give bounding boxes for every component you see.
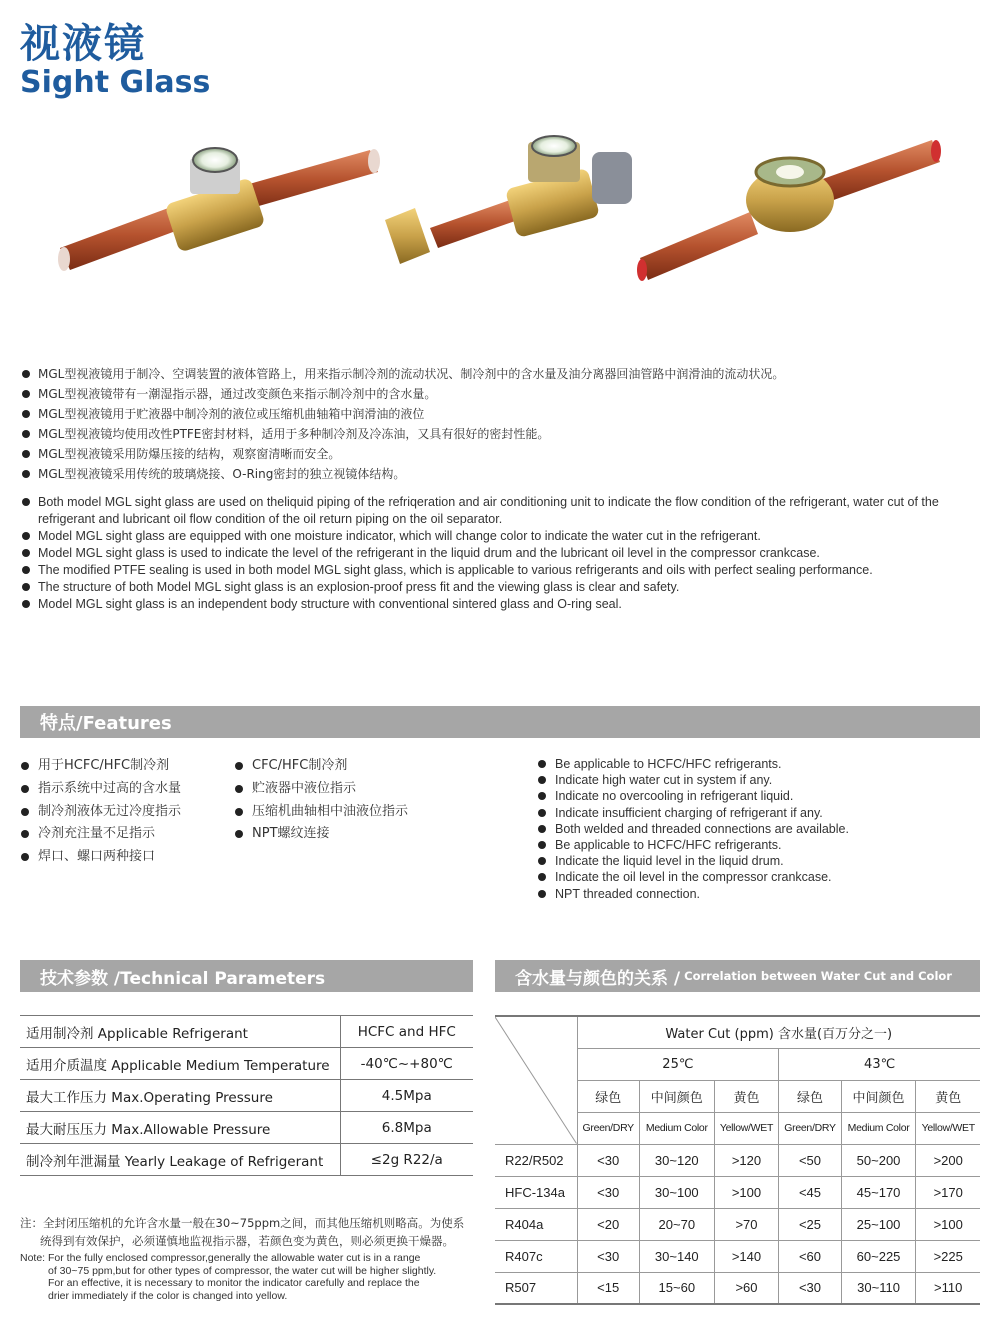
list-item: 压缩机曲轴相中油液位指示 [234, 801, 408, 824]
color-en: Medium Color [639, 1112, 714, 1144]
list-item: NPT threaded connection. [537, 886, 849, 902]
note-en-line: drier immediately if the color is changed into yellow. [48, 1289, 288, 1302]
list-item: Be applicable to HCFC/HFC refrigerants. [537, 756, 849, 772]
diagonal-line [495, 1017, 577, 1144]
list-item: Both model MGL sight glass are used on theliquid piping of the refriqeration and air conditioning unit to indicate the flow condition of the refrigerant, water cut of the refrigerant and lubricant oil flow condition of the oil return piping on the oil separator. [20, 494, 995, 528]
list-item: Indicate insufficient charging of refrigerant if any. [537, 805, 849, 821]
color-cn: 黄色 [714, 1080, 779, 1112]
table-cell: <20 [577, 1208, 639, 1240]
description-cn-list [20, 364, 980, 484]
table-cell: 30~120 [639, 1144, 714, 1176]
note-cn [20, 1214, 480, 1250]
color-cn: 黄色 [916, 1080, 980, 1112]
refrigerant-name: R404a [495, 1208, 577, 1240]
table-row [495, 1144, 980, 1176]
color-en: Yellow/WET [916, 1112, 980, 1144]
sight-glass-1 [58, 148, 380, 271]
table-row [495, 1272, 980, 1304]
sight-glass-2 [385, 136, 632, 264]
table-cell: 30~110 [841, 1272, 916, 1304]
features-section-header: 特点/Features [20, 706, 980, 738]
sight-glass-illustrations [40, 130, 960, 310]
refrigerant-name: R407c [495, 1240, 577, 1272]
list-item: MGL型视液镜采用传统的玻璃烧接、O-Ring密封的独立视镜体结构。 [20, 464, 980, 484]
param-value: 6.8Mpa [340, 1112, 473, 1144]
note-cn-line: 注：全封闭压缩机的允许含水量一般在30~75ppm之间，而其他压缩机则略高。为使系 [20, 1216, 465, 1230]
table-cell: <30 [779, 1272, 841, 1304]
color-en: Green/DRY [779, 1112, 841, 1144]
correlation-title-en: Correlation between Water Cut and Color [684, 969, 952, 983]
list-item: 制冷剂液体无过冷度指示 [20, 801, 181, 824]
page-title-en: Sight Glass [20, 65, 211, 100]
list-item: MGL型视液镜采用防爆压接的结构，观察窗清晰而安全。 [20, 444, 980, 464]
diagonal-header-cell [495, 1016, 577, 1144]
list-item: Both welded and threaded connections are available. [537, 821, 849, 837]
list-item: 指示系统中过高的含水量 [20, 778, 181, 801]
table-row [20, 1048, 473, 1080]
table-cell: <30 [577, 1144, 639, 1176]
table-row [20, 1016, 473, 1048]
param-value: HCFC and HFC [340, 1016, 473, 1048]
table-cell: >100 [916, 1208, 980, 1240]
table-cell: <50 [779, 1144, 841, 1176]
color-cn: 中间颜色 [841, 1080, 916, 1112]
table-cell: 50~200 [841, 1144, 916, 1176]
table-cell: >60 [714, 1272, 779, 1304]
table-cell: >225 [916, 1240, 980, 1272]
list-item: Model MGL sight glass are equipped with one moisture indicator, which will change color to indicate the water cut in the refrigerant. [20, 528, 995, 545]
table-cell: 60~225 [841, 1240, 916, 1272]
technical-parameters-table [20, 1015, 473, 1176]
sight-glass-3 [637, 140, 941, 281]
param-label: 最大耐压压力 Max.Allowable Pressure [20, 1112, 340, 1144]
correlation-title-cn: 含水量与颜色的关系 / [515, 968, 681, 989]
refrigerant-name: R507 [495, 1272, 577, 1304]
table-cell: 15~60 [639, 1272, 714, 1304]
refrigerant-name: HFC-134a [495, 1176, 577, 1208]
list-item: NPT螺纹连接 [234, 823, 408, 846]
color-en: Green/DRY [577, 1112, 639, 1144]
list-item: The modified PTFE sealing is used in both model MGL sight glass, which is applicable to various refrigerants and oils with perfect sealing performance. [20, 562, 995, 579]
table-cell: 45~170 [841, 1176, 916, 1208]
correlation-header [495, 960, 980, 992]
temp-header: 25℃ [577, 1048, 779, 1080]
color-en: Yellow/WET [714, 1112, 779, 1144]
note-en [20, 1252, 480, 1302]
table-cell: 25~100 [841, 1208, 916, 1240]
list-item: 用于HCFC/HFC制冷剂 [20, 755, 181, 778]
refrigerant-name: R22/R502 [495, 1144, 577, 1176]
table-cell: 20~70 [639, 1208, 714, 1240]
param-value: 4.5Mpa [340, 1080, 473, 1112]
table-cell: >120 [714, 1144, 779, 1176]
table-cell: >100 [714, 1176, 779, 1208]
table-cell: <30 [577, 1176, 639, 1208]
table-cell: >200 [916, 1144, 980, 1176]
param-label: 制冷剂年泄漏量 Yearly Leakage of Refrigerant [20, 1144, 340, 1176]
table-cell: <30 [577, 1240, 639, 1272]
table-cell: 30~140 [639, 1240, 714, 1272]
note-en-line: Note: For the fully enclosed compressor,generally the allowable water cut is in a range [20, 1252, 421, 1264]
table-cell: <60 [779, 1240, 841, 1272]
product-photos [40, 130, 960, 310]
table-row [20, 1112, 473, 1144]
param-label: 适用制冷剂 Applicable Refrigerant [20, 1016, 340, 1048]
list-item: MGL型视液镜用于制冷、空调装置的液体管路上，用来指示制冷剂的流动状况、制冷剂中的含水量及油分离器回油管路中润滑油的流动状况。 [20, 364, 980, 384]
list-item: 焊口、螺口两种接口 [20, 846, 181, 869]
color-en: Medium Color [841, 1112, 916, 1144]
features-cn-list-2 [234, 755, 408, 846]
param-label: 适用介质温度 Applicable Medium Temperature [20, 1048, 340, 1080]
description-en-list [20, 494, 995, 613]
list-item: MGL型视液镜均使用改性PTFE密封材料，适用于多种制冷剂及冷冻油，又具有很好的密封性能。 [20, 424, 980, 444]
table-cell: 30~100 [639, 1176, 714, 1208]
list-item: Model MGL sight glass is used to indicate the level of the refrigerant in the liquid drum and the lubricant oil level in the compressor crankcase. [20, 545, 995, 562]
table-cell: >70 [714, 1208, 779, 1240]
water-cut-header: Water Cut (ppm) 含水量(百万分之一) [577, 1016, 980, 1048]
list-item: 冷剂充注量不足指示 [20, 823, 181, 846]
page-title-cn: 视液镜 [20, 21, 146, 67]
table-row [495, 1208, 980, 1240]
features-en-list [537, 756, 849, 902]
color-cn: 绿色 [577, 1080, 639, 1112]
param-value: -40℃~+80℃ [340, 1048, 473, 1080]
features-cn-list-1 [20, 755, 181, 869]
note-cn-line: 统得到有效保护，必须谨慎地监视指示器，若颜色变为黄色，则必须更换干燥器。 [40, 1234, 454, 1248]
temp-header: 43℃ [779, 1048, 980, 1080]
param-value: ≤2g R22/a [340, 1144, 473, 1176]
table-cell: <15 [577, 1272, 639, 1304]
table-row [495, 1240, 980, 1272]
table-cell: >110 [916, 1272, 980, 1304]
table-row [20, 1144, 473, 1176]
table-cell: <25 [779, 1208, 841, 1240]
list-item: Indicate the oil level in the compressor crankcase. [537, 869, 849, 885]
list-item: Model MGL sight glass is an independent body structure with conventional sintered glass and O-ring seal. [20, 596, 995, 613]
table-cell: >170 [916, 1176, 980, 1208]
table-row [495, 1176, 980, 1208]
list-item: Indicate the liquid level in the liquid drum. [537, 853, 849, 869]
param-label: 最大工作压力 Max.Operating Pressure [20, 1080, 340, 1112]
list-item: Be applicable to HCFC/HFC refrigerants. [537, 837, 849, 853]
list-item: Indicate high water cut in system if any. [537, 772, 849, 788]
list-item: MGL型视液镜带有一潮湿指示器，通过改变颜色来指示制冷剂中的含水量。 [20, 384, 980, 404]
table-row [495, 1016, 980, 1048]
correlation-table [495, 1015, 980, 1305]
table-row [20, 1080, 473, 1112]
list-item: 贮液器中液位指示 [234, 778, 408, 801]
list-item: Indicate no overcooling in refrigerant liquid. [537, 788, 849, 804]
list-item: CFC/HFC制冷剂 [234, 755, 408, 778]
color-cn: 中间颜色 [639, 1080, 714, 1112]
table-cell: >140 [714, 1240, 779, 1272]
note-en-line: For an effective, it is necessary to monitor the indicator carefully and replace the [48, 1277, 420, 1289]
list-item: The structure of both Model MGL sight glass is an explosion-proof press fit and the viewing glass is clear and safety. [20, 579, 995, 596]
note-en-line: of 30~75 ppm,but for other types of compressor, the water cut will be higher slightly. [48, 1264, 437, 1277]
table-cell: <45 [779, 1176, 841, 1208]
list-item: MGL型视液镜用于贮液器中制冷剂的液位或压缩机曲轴箱中润滑油的液位 [20, 404, 980, 424]
color-cn: 绿色 [779, 1080, 841, 1112]
technical-parameters-header: 技术参数 /Technical Parameters [20, 960, 473, 992]
